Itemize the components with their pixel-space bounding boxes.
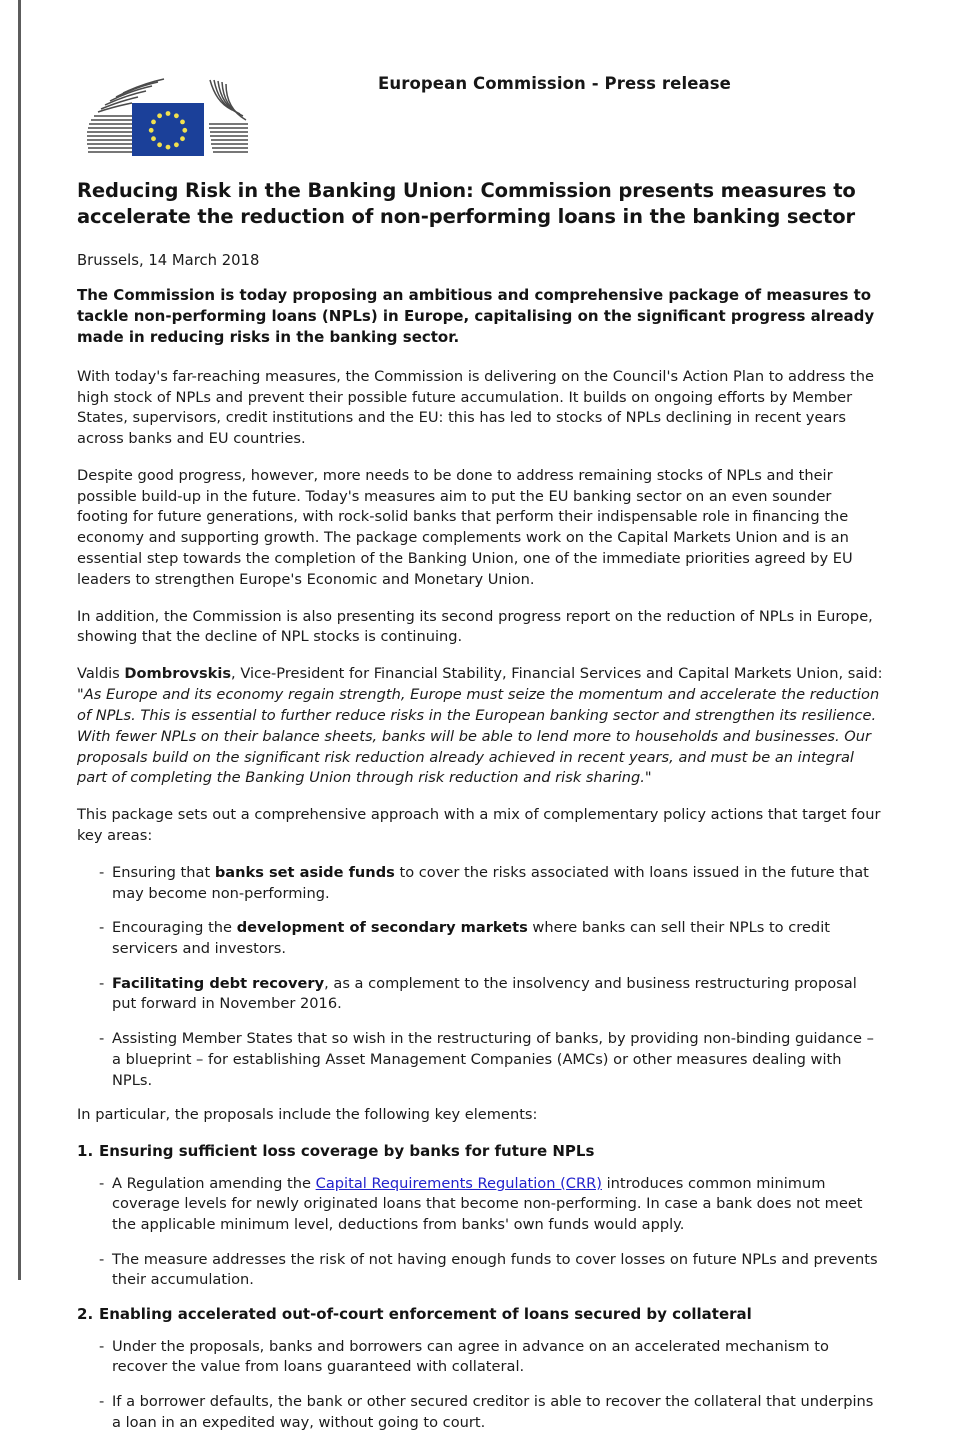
section-heading: Enabling accelerated out-of-court enforcement of loans secured by collateral (99, 1305, 752, 1324)
section-1-list (77, 1174, 883, 1292)
quote-speaker-last: Dombrovskis (124, 665, 232, 683)
list-item (99, 1250, 883, 1291)
page-title: Reducing Risk in the Banking Union: Commission presents measures to accelerate the reduction of non-performing loans in the banking sector (77, 179, 856, 228)
key-area-bold: Facilitating debt recovery (112, 974, 325, 992)
list-item (99, 1392, 883, 1433)
page-header (0, 0, 960, 120)
body-paragraph-1: With today's far-reaching measures, the Commission is delivering on the Council's Action Plan to address the high stock of NPLs and prevent their possible future accumulation. It builds on ongoing efforts by Member States, supervisors, credit institutions and the EU: this has led to stocks of NPLs declining in recent years across banks and EU countries. (77, 367, 874, 448)
quote-speaker-role: , Vice-President for Financial Stability, Financial Services and Capital Markets Union, said: " (77, 665, 883, 703)
european-commission-logo (80, 78, 255, 160)
item-pre: Under the proposals, banks and borrowers can agree in advance on an accelerated mechanism to recover the value from loans guaranteed with collateral. (112, 1337, 829, 1376)
item-pre: If a borrower defaults, the bank or other secured creditor is able to recover the collateral that underpins a loan in an expedited way, without going to court. (112, 1393, 874, 1431)
quote-text: As Europe and its economy regain strength, Europe must seize the momentum and accelerate the reduction of NPLs. This is essential to further reduce risks in the European banking sector and strengthen its resilience. With fewer NPLs on their balance sheets, banks will be able to lend more to households and businesses. Our proposals build on the significant risk reduction already achieved in recent years, and must be an integral part of completing the Banking Union through risk reduction and risk sharing." (77, 685, 880, 787)
list-item (99, 1174, 883, 1236)
key-area-post: where banks can sell their NPLs to credit servicers and investors. (112, 919, 830, 957)
key-area-pre: Encouraging the (112, 919, 237, 937)
quote-paragraph (77, 664, 883, 789)
item-pre: The measure addresses the risk of not having enough funds to cover losses on future NPLs and prevents their accumulation. (112, 1250, 878, 1289)
body-paragraph-3: In addition, the Commission is also presenting its second progress report on the reduction of NPLs in Europe, showing that the decline of NPL stocks is continuing. (77, 607, 873, 646)
key-area-bold: banks set aside funds (214, 863, 395, 881)
elements-intro-paragraph: In particular, the proposals include the following key elements: (77, 1106, 538, 1124)
approach-intro-paragraph: This package sets out a comprehensive approach with a mix of complementary policy actions that target four key areas: (77, 806, 881, 845)
list-item (99, 1337, 883, 1378)
key-area-bold: development of secondary markets (236, 919, 528, 937)
list-item (99, 863, 883, 904)
lead-paragraph: The Commission is today proposing an ambitious and comprehensive package of measures to tackle non-performing loans (NPLs) in Europe, capitalising on the significant progress already made in reducing risks in the banking sector. (77, 285, 875, 347)
body-paragraph-2: Despite good progress, however, more needs to be done to address remaining stocks of NPLs and their possible build-up in the future. Today's measures aim to put the EU banking sector on an even sounder footing for future generations, with rock-solid banks that perform their indispensable role in financing the economy and supporting growth. The package complements work on the Capital Markets Union and is an essential step towards the completion of the Banking Union, one of the immediate priorities agreed by EU leaders to strengthen Europe's Economic and Monetary Union. (77, 466, 853, 588)
item-post: introduces common minimum coverage levels for newly originated loans that become non-performing. In case a bank does not meet the applicable minimum level, deductions from banks' own funds would apply. (112, 1174, 863, 1234)
key-area-post: to cover the risks associated with loans issued in the future that may become non-performing. (112, 863, 869, 902)
list-item (99, 1029, 883, 1091)
capital-requirements-regulation-link[interactable]: Capital Requirements Regulation (CRR) (315, 1174, 602, 1192)
list-item (99, 918, 883, 959)
quote-speaker-first: Valdis (77, 665, 125, 683)
section-1 (77, 1142, 883, 1291)
item-pre: A Regulation amending the (112, 1174, 316, 1192)
key-elements-sections (77, 1142, 883, 1433)
key-area-pre: Ensuring that (112, 863, 215, 881)
dateline: Brussels, 14 March 2018 (77, 251, 260, 269)
document-body (77, 178, 883, 1448)
section-heading: Ensuring sufficient loss coverage by banks for future NPLs (99, 1142, 595, 1161)
header-title: European Commission - Press release (378, 74, 731, 93)
section-2-list (77, 1337, 883, 1434)
key-area-pre: Assisting Member States that so wish in the restructuring of banks, by providing non-binding guidance – a blueprint – for establishing Asset Management Companies (AMCs) or other measures dealing with NPLs. (112, 1030, 874, 1089)
key-area-post: , as a complement to the insolvency and business restructuring proposal put forward in November 2016. (112, 974, 857, 1013)
section-2 (77, 1305, 883, 1433)
list-item (99, 974, 883, 1015)
key-areas-list (77, 863, 883, 1091)
